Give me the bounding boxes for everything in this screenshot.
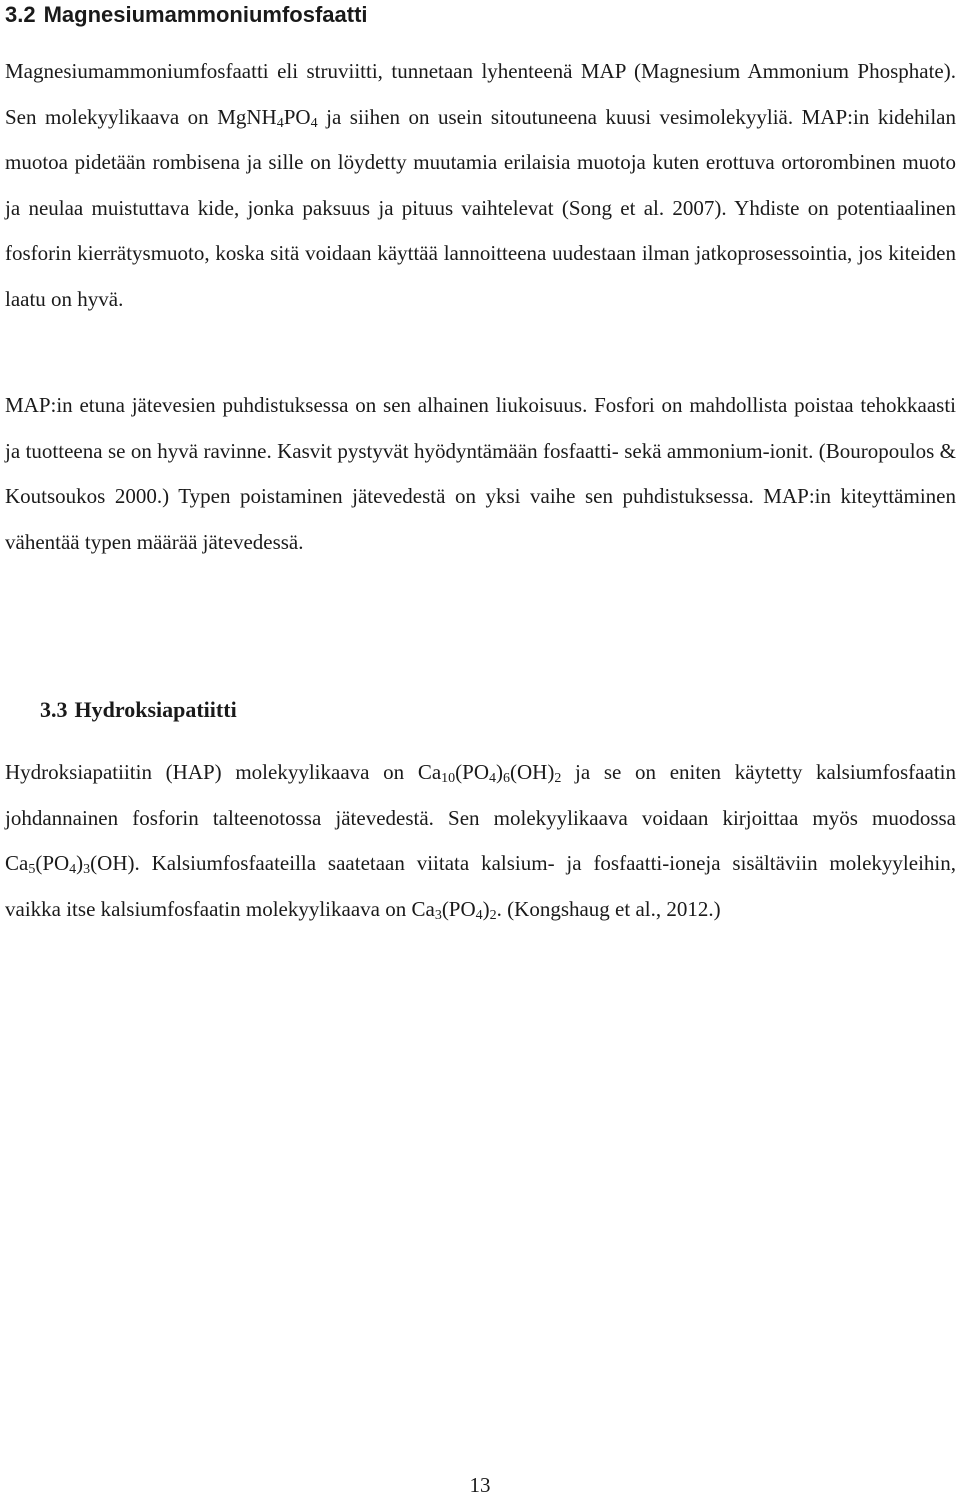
formula-ca5-po4-3-oh: $Ca_5(PO_4)_3(OH)$ bbox=[5, 851, 135, 877]
section-heading-3-2 bbox=[5, 2, 368, 28]
formula-mgnh4po4: $MgNH_4PO_4$ bbox=[217, 104, 318, 131]
paragraph-text: . Kalsiumfosfaateilla saatetaan viitata kalsium- ja fosfaatti-ioneja sisältäviin molekyyleihin, vaikka itse kalsiumfosfaatin molekyylikaava on bbox=[5, 851, 956, 921]
section-title: Magnesiumammoniumfosfaatti bbox=[43, 2, 368, 27]
paragraph-text: Hydroksiapatiitin (HAP) molekyylikaava on bbox=[5, 760, 418, 784]
formula-ca10-po4-6-oh-2: $Ca_{10}(PO_4)_6(OH)_2$ bbox=[417, 760, 562, 786]
paragraph-map-intro bbox=[5, 49, 956, 322]
formula-ca3-po4-2: $Ca_3(PO_4)_2$ bbox=[411, 896, 497, 923]
section-title: Hydroksiapatiitti bbox=[74, 697, 237, 722]
paragraph-text: ja siihen on usein sitoutuneena kuusi vesimolekyyliä. MAP:in kidehilan muotoa pidetään rombisena ja sille on löydetty muutamia erilaisia muotoja kuten erottuva ortorombinen muoto ja neulaa muistuttava kide, jonka paksuus ja pituus vaihtelevat (Song et al. 2007). Yhdiste on potentiaalinen fosforin kierrätysmuoto, koska sitä voidaan käyttää lannoitteena uudestaan ilman jatkoprosessointia, jos kiteiden laatu on hyvä. bbox=[5, 104, 956, 311]
paragraph-text: MAP:in etuna jätevesien puhdistuksessa on sen alhainen liukoisuus. Fosfori on mahdollista poistaa tehokkaasti ja tuotteena se on hyvä ravinne. Kasvit pystyvät hyödyntämään fosfaatti- sekä ammonium-ionit. (Bouropoulos & Koutsoukos 2000.) Typen poistaminen jätevedestä on yksi vaihe sen puhdistuksessa. MAP:in kiteyttäminen vähentää typen määrää jätevedessä. bbox=[5, 393, 956, 554]
paragraph-text: . (Kongshaug et al., 2012.) bbox=[496, 896, 721, 921]
paragraph-text: Magnesiumammoniumfosfaatti eli struviitti, tunnetaan lyhenteenä MAP (Magnesium Ammonium Phosphate). Sen molekyylikaava on bbox=[5, 59, 956, 129]
paragraph-map-benefits bbox=[5, 383, 956, 565]
section-number: 3.3 bbox=[40, 697, 68, 722]
section-heading-3-3 bbox=[40, 697, 237, 723]
paragraph-text: ja se on eniten käytetty kalsiumfosfaatin johdannainen fosforin talteenotossa jätevedestä. Sen molekyylikaava voidaan kirjoittaa myös muodossa bbox=[5, 760, 956, 830]
paragraph-hap bbox=[5, 750, 956, 932]
section-number: 3.2 bbox=[5, 2, 36, 27]
page-number: 13 bbox=[469, 1473, 491, 1497]
